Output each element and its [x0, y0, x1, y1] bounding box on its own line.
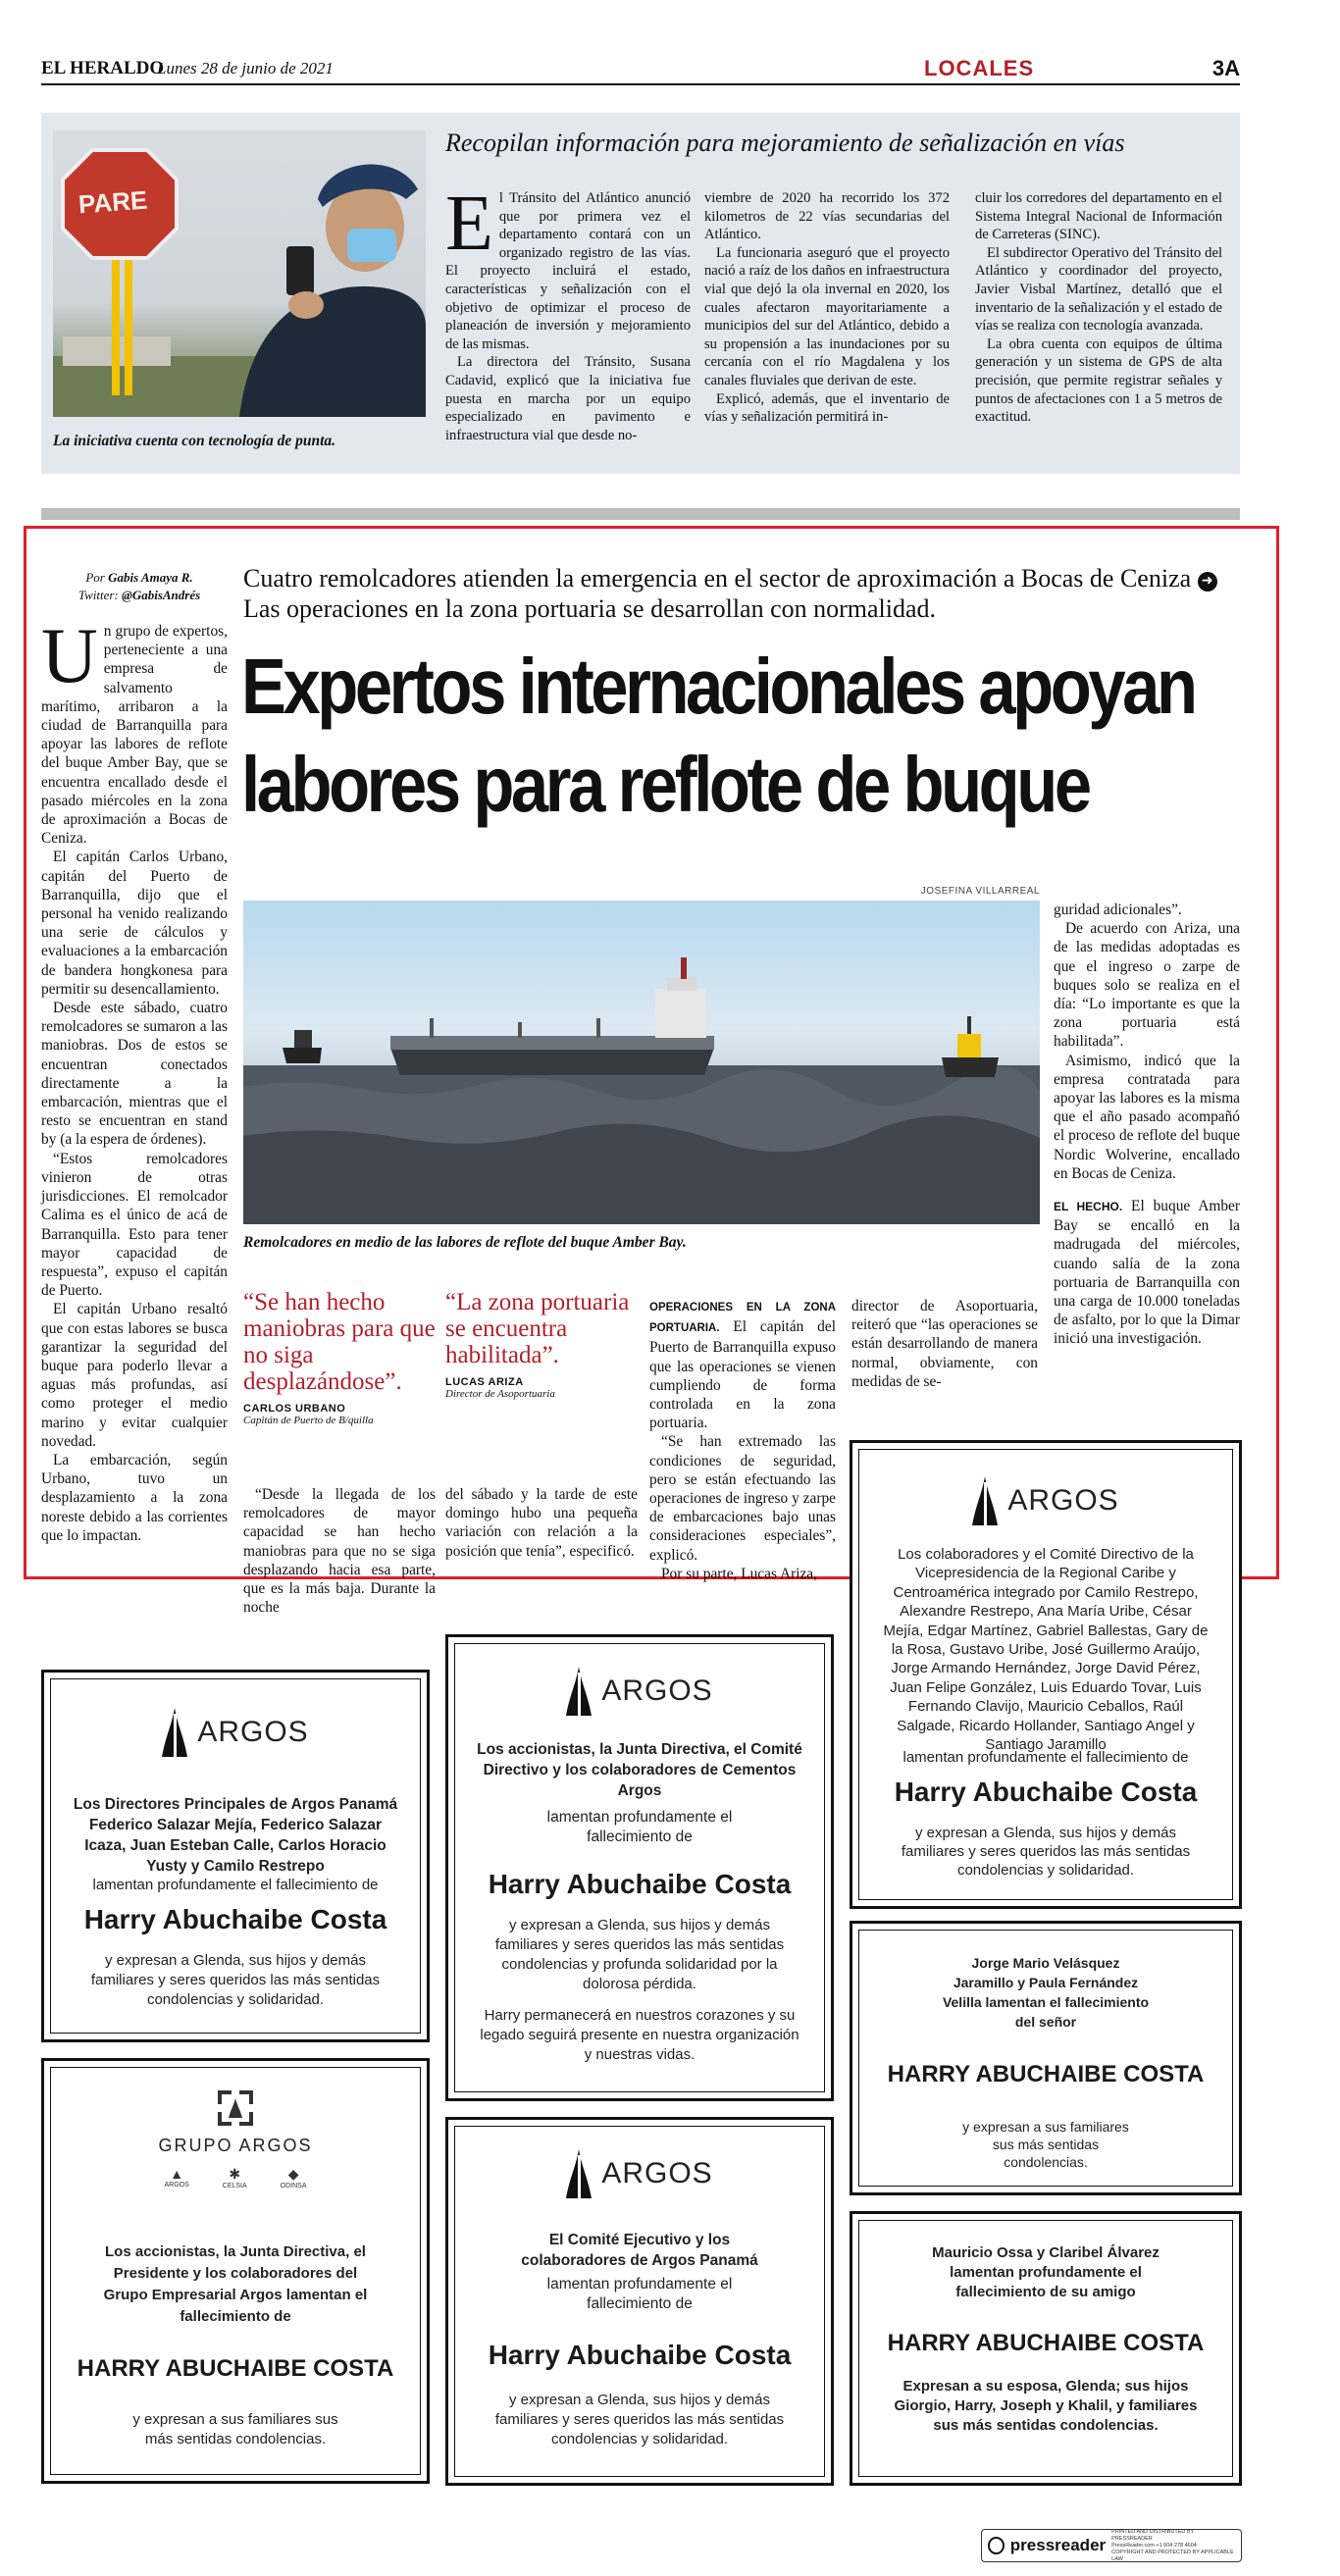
byline-by: Por [85, 570, 105, 585]
argos-logo-icon [566, 1667, 592, 1716]
top-col2-p2: La funcionaria aseguró que el proyecto nació a raíz de los daños en infraestructura vial que dejó la ola invernal en 2020, los cuales afectaron mayoritariamente a municipios del sur del Atlántico, debido a su propensión a las inundaciones por su cercanía con el río Magdalena y los canales fluviales que derivan de este. [704, 244, 950, 388]
ops-p2: “Se han extremado las condiciones de seguridad, pero se están efectuando las operaciones de ingreso y zarpe de embarcaciones bajo unas consideraciones especiales”, explicó. [649, 1433, 836, 1564]
left-col-p5: El capitán Urbano resaltó que con estas labores se busca garantizar la seguridad del buque para poderlo llevar a aguas más profundas, así como proteger el medio marino y evitar cualquier novedad. [41, 1301, 228, 1450]
ad3-closing: y expresan a Glenda, sus hijos y demás familiares y seres queridos las más sentidas condolencias y profunda solidaridad por la dolorosa pérdida. [494, 1917, 785, 1992]
main-photo-caption: Remolcadores en medio de las labores de reflote del buque Amber Bay. [243, 1234, 687, 1251]
argos-logo-icon [162, 1708, 187, 1757]
top-story-title: Recopilan información para mejoramiento de señalización en vías [445, 129, 1125, 157]
quote2-role: Director de Asoportuaria [445, 1388, 555, 1400]
top-story [41, 113, 1240, 474]
ad5-closing: y expresan a sus familiares sus más sentidas condolencias. [132, 2411, 338, 2447]
left-col-p1: n grupo de expertos, perteneciente a una empresa de salvamento marítimo, arribaron a la ciudad de Barranquilla para apoyar las labores de reflote del buque Amber Bay, que se encuentra encallado desde el pasado miércoles en la zona de aproximación a Bocas de Ceniza. [41, 623, 228, 848]
paper-name: EL HERALDO [41, 58, 165, 78]
top-story-col2 [704, 189, 950, 427]
ops-p3: Por su parte, Lucas Ariza, [661, 1565, 817, 1582]
section-divider [41, 508, 1240, 520]
byline-name: Gabis Amaya R. [108, 570, 193, 585]
el-hecho [1054, 1197, 1240, 1349]
grupo-brands [44, 2166, 427, 2190]
ad1-argos-word: ARGOS [1007, 1484, 1119, 1517]
pull-quote-2 [445, 1289, 638, 1400]
ad1-name: Harry Abuchaibe Costa [894, 1777, 1198, 1807]
issue-date: Lunes 28 de junio de 2021 [157, 59, 334, 77]
ad6-argos-word: ARGOS [601, 2157, 713, 2190]
top-col1-p2: La directora del Tránsito, Susana Cadavid, explicó que la iniciativa fue puesta en marcha por un equipo especializado en pavimento e infraestructura vial que desde no- [445, 354, 691, 443]
pull-quote-1 [243, 1289, 436, 1426]
ad2-lament: lamentan profundamente el fallecimiento de [92, 1877, 379, 1893]
ad5-name: HARRY ABUCHAIBE COSTA [77, 2355, 394, 2382]
quote2-text: “La zona portuaria se encuentra habilitada”. [445, 1289, 630, 1368]
bottom-col-1 [243, 1485, 436, 1617]
top-col3-p1: cluir los corredores del departamento en el Sistema Integral Nacional de Información de Carreteras (SINC). [975, 190, 1222, 243]
el-hecho-text: El buque Amber Bay se encalló en la madrugada del miércoles, cuando salía de la zona portuaria de Barranquilla con una carga de 10.000 toneladas de asfalto, por lo que la Dimar inició una investigación. [1054, 1198, 1240, 1348]
ad5-logo [44, 2090, 427, 2190]
right-col-p1: guridad adicionales”. [1054, 902, 1182, 918]
argos-logo-icon [566, 2149, 592, 2198]
quote2-name: LUCAS ARIZA [445, 1376, 524, 1388]
section-name: LOCALES [924, 56, 1035, 80]
ad2-name: Harry Abuchaibe Costa [83, 1904, 387, 1934]
left-col-p4: “Estos remolcadores vinieron de otras jurisdicciones. El remolcador Calima es el único de acá de Barranquilla. Esto para tener mayor capacidad de respuesta”, expuso el capitán de Puerto. [41, 1150, 228, 1300]
ad1-logo [852, 1476, 1239, 1525]
ad4-closing: y expresan a sus familiares sus más sentidas condolencias. [962, 2119, 1129, 2170]
arrow-icon: ➜ [1198, 572, 1217, 592]
obit-ad-7 [850, 2211, 1242, 2486]
page-header [41, 54, 1240, 85]
ad2-closing: y expresan a Glenda, sus hijos y demás familiares y seres queridos las más sentidas condolencias y solidaridad. [90, 1952, 381, 2008]
mid4-p1: director de Asoportuaria, reiteró que “las operaciones se están desarrollando de manera normal, obviamente, con medidas de se- [851, 1298, 1038, 1390]
kicker-part1: Cuatro remolcadores atienden la emergencia en el sector de aproximación a Bocas de Ceniza [243, 564, 1192, 592]
main-right-column [1054, 901, 1240, 1349]
byline [41, 569, 237, 604]
ops-column [649, 1297, 836, 1583]
brand-celsia: ✱ CELSIA [222, 2166, 247, 2190]
pressreader-icon [988, 2537, 1005, 2554]
ad3-name: Harry Abuchaibe Costa [488, 1869, 792, 1899]
grupo-argos-logo-icon [218, 2090, 253, 2126]
bottom2-p1: del sábado y la tarde de este domingo hubo una pequeña variación con relación a la posición que tenía”, especificó. [445, 1486, 638, 1560]
page-number: 3A [1211, 56, 1240, 80]
pressreader-footer [981, 2529, 1242, 2562]
ad3-logo [448, 1667, 831, 1716]
pressreader-legal: PRINTED AND DISTRIBUTED BY PRESSREADER PressReader.com +1 604 278 4604 COPYRIGHT AND PROTECTED BY APPLICABLE LAW [1111, 2528, 1234, 2562]
top-col2-p3: Explicó, además, que el inventario de vías y señalización permitirá in- [704, 390, 950, 426]
byline-twitter[interactable]: @GabisAndrés [122, 588, 201, 602]
ad7-closing: Expresan a su esposa, Glenda; sus hijos Giorgio, Harry, Joseph y Khalil, y familiares sus más sentidas condolencias. [894, 2378, 1198, 2434]
ad6-lead: El Comité Ejecutivo y los colaboradores de Argos Panamá [521, 2232, 758, 2269]
pressreader-brand[interactable]: pressreader [1009, 2536, 1107, 2554]
ops-label: OPERACIONES EN LA ZONA PORTUARIA. [649, 1302, 836, 1335]
ad6-name: Harry Abuchaibe Costa [488, 2340, 792, 2370]
top-dropcap: E [445, 180, 493, 267]
left-col-p3: Desde este sábado, cuatro remolcadores se sumaron a las maniobras. Dos de estos se encuentran conectados directamente a la embarcación, mientras que el resto se encuentran en stand by (a la espera de órdenes). [41, 1000, 228, 1149]
kicker [243, 563, 1240, 624]
top-col1-p1: l Tránsito del Atlántico anunció que por primera vez el departamento contará con un organizado registro de las vías. El proyecto incluirá el estado, características y señalización con el objetivo de optimizar el proceso de planeación de inversión y mejoramiento de las mismas. [445, 190, 691, 352]
right-col-p3: Asimismo, indicó que la empresa contratada para apoyar las labores es la misma que el año pasado acompañó el proceso de reflote del buque Nordic Wolverine, encallado en Bocas de Ceniza. [1054, 1052, 1240, 1182]
top-col3-p2: El subdirector Operativo del Tránsito del Atlántico y coordinador del proyecto, Javier Visbal Martínez, detalló que el inventario de la señalización y el estado de vías se realiza con tecnología avanzada. [975, 244, 1222, 335]
main-dropcap: U [41, 613, 98, 699]
ad1-lead: Los colaboradores y el Comité Directivo de la Vicepresidencia de la Regional Caribe y Centroamérica integrado por Camilo Restrepo, Alexandre Restrepo, Ana María Uribe, César Mejía, Edgar Martínez, Gabriel Ballestas, Gary de la Rosa, Gustavo Uribe, José Guillermo Araújo, Jorge Armando Hernández, Jorge David Pérez, Juan Felipe González, Luis Eduardo Tovar, Luis Fernando Clavijo, Mauricio Ceballos, Raúl Salgade, Ricardo Hollander, Santiago Angel y Santiago Jaramillo [883, 1546, 1209, 1754]
ad6-lament: lamentan profundamente el fallecimiento de [546, 2276, 733, 2312]
ad5-lead: Los accionistas, la Junta Directiva, el Presidente y los colaboradores del Grupo Empresarial Argos lamentan el fallecimiento de [103, 2243, 368, 2325]
kicker-part2: Las operaciones en la zona portuaria se desarrollan con normalidad. [243, 594, 937, 623]
ad7-lead: Mauricio Ossa y Claribel Álvarez lamentan profundamente el fallecimiento de su amigo [932, 2244, 1160, 2300]
left-col-p2: El capitán Carlos Urbano, capitán del Puerto de Barranquilla, dijo que el personal ha venido realizando una serie de cálculos y evaluaciones a la embarcación de bandera hongkonesa para permitir su desencallamiento. [41, 849, 228, 998]
quote1-role: Capitán de Puerto de B/quilla [243, 1415, 374, 1426]
headline: Expertos internacionales apoyan labores para reflote de buque [241, 643, 1195, 828]
ops-text: El capitán del Puerto de Barranquilla expuso que las operaciones se vienen cumpliendo de forma controlada en la zona portuaria. [649, 1318, 836, 1432]
top-story-col1 [445, 180, 691, 444]
obit-ad-3 [445, 1634, 834, 2101]
top-story-col3 [975, 189, 1222, 427]
ad3-extra: Harry permanecerá en nuestros corazones y su legado seguirá presente en nuestra organización y nuestras vidas. [480, 2007, 799, 2063]
argos-logo-icon [972, 1476, 998, 1525]
obit-ad-2 [41, 1670, 430, 2042]
ad3-argos-word: ARGOS [601, 1674, 713, 1707]
quote1-name: CARLOS URBANO [243, 1403, 346, 1415]
left-col-p6: La embarcación, según Urbano, tuvo un desplazamiento a la zona noreste debido a las corrientes que lo impactan. [41, 1451, 228, 1544]
ad1-closing: y expresan a Glenda, sus hijos y demás familiares y seres queridos las más sentidas condolencias y solidaridad. [901, 1825, 1191, 1879]
ad4-lead: Jorge Mario Velásquez Jaramillo y Paula Fernández Velilla lamentan el fallecimiento del señor [942, 1955, 1150, 2030]
grupo-argos-word: GRUPO ARGOS [158, 2136, 313, 2155]
bottom1-p1: “Desde la llegada de los remolcadores de mayor capacidad se han hecho maniobras para que no se siga desplazando hacia esa parte, que es la más baja. Durante la noche [243, 1486, 436, 1617]
top-col2-p1: viembre de 2020 ha recorrido los 372 kilometros de 22 vías secundarias del Atlántico. [704, 190, 950, 243]
brand-odinsa: ◆ ODINSA [280, 2166, 307, 2190]
brand-argos: ▲ ARGOS [164, 2166, 189, 2189]
photo-credit: JOSEFINA VILLARREAL [920, 886, 1040, 897]
quote1-text: “Se han hecho maniobras para que no siga desplazándose”. [243, 1289, 436, 1395]
top-photo-illustration [53, 130, 426, 417]
mid-column-4 [851, 1297, 1038, 1391]
byline-twitter-label: Twitter: [77, 588, 119, 602]
main-left-column [41, 613, 228, 1545]
obit-ad-4 [850, 1921, 1242, 2195]
top-photo-caption: La iniciativa cuenta con tecnología de punta. [53, 433, 336, 449]
bottom-col-2 [445, 1485, 638, 1561]
obit-ad-6 [445, 2117, 834, 2486]
ad1-lament: lamentan profundamente el fallecimiento de [902, 1749, 1189, 1766]
top-col3-p3: La obra cuenta con equipos de última generación y un sistema de GPS de alta precisión, que permite registrar señales y puntos de afectaciones con 1 a 5 metros de exactitud. [975, 335, 1222, 426]
ops-p1 [649, 1297, 836, 1432]
stop-sign-text: PARE [77, 184, 149, 220]
ad3-lament: lamentan profundamente el fallecimiento de [546, 1809, 733, 1845]
ad4-name: HARRY ABUCHAIBE COSTA [887, 2061, 1205, 2087]
ad2-argos-word: ARGOS [197, 1716, 309, 1748]
obit-ad-1 [850, 1440, 1242, 1909]
ad7-name: HARRY ABUCHAIBE COSTA [887, 2330, 1205, 2356]
obit-ad-5 [41, 2058, 430, 2484]
right-col-p2: De acuerdo con Ariza, una de las medidas adoptadas es que el ingreso o zarpe de buques solo se realiza en el día: “Lo importante es que la zona portuaria está habilitada”. [1054, 920, 1240, 1051]
ad6-closing: y expresan a Glenda, sus hijos y demás familiares y seres queridos las más sentidas condolencias y solidaridad. [494, 2392, 785, 2447]
main-photo [243, 901, 1040, 1224]
ad6-logo [448, 2149, 831, 2198]
el-hecho-label: EL HECHO. [1054, 1200, 1123, 1214]
ad3-lead: Los accionistas, la Junta Directiva, el Comité Directivo y los colaboradores de Cementos Argos [477, 1741, 802, 1799]
ad2-logo [44, 1708, 427, 1757]
ad2-lead: Los Directores Principales de Argos Panamá Federico Salazar Mejía, Federico Salazar Icaza, Juan Esteban Calle, Carlos Horacio Yusty y Camilo Restrepo [73, 1796, 398, 1875]
ship-illustration [243, 901, 1040, 1224]
top-story-photo [53, 130, 426, 417]
